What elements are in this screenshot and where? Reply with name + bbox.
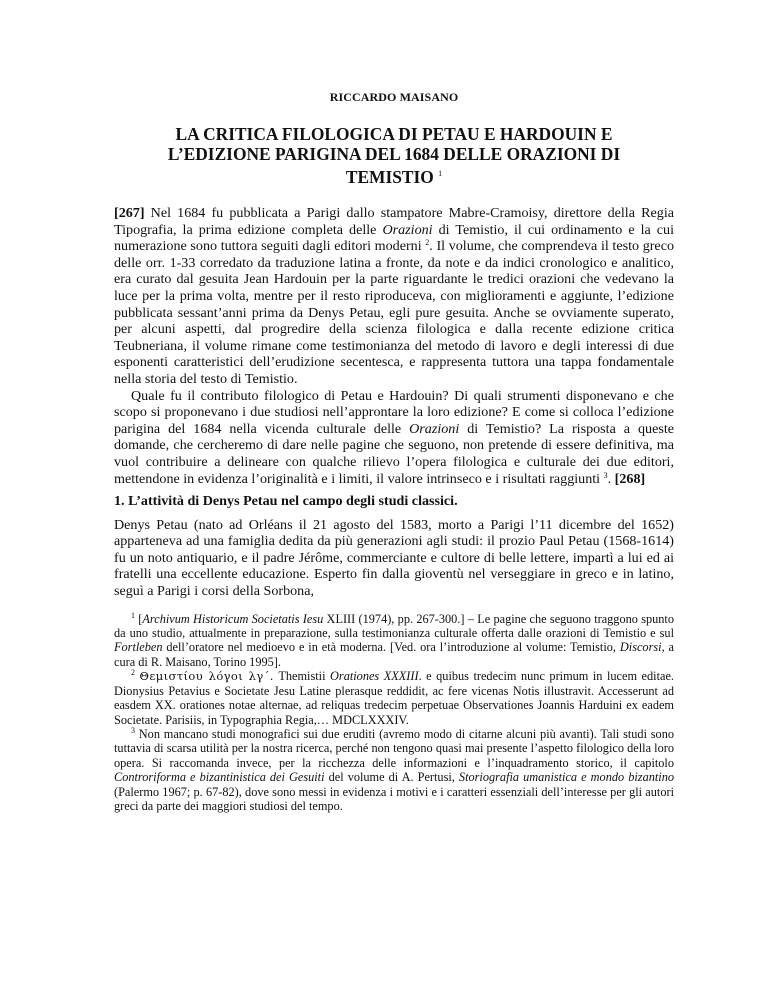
- title-line-2: L’EDIZIONE PARIGINA DEL 1684 DELLE ORAZIONI DI: [167, 144, 621, 164]
- title-line-1: LA CRITICA FILOLOGICA DI PETAU E HARDOUIN E: [175, 124, 613, 144]
- orazioni-italic: Orazioni: [382, 221, 433, 238]
- footnote-text: XLIII (1974), pp. 267-300.] – Le pagine che seguono traggono spunto da uno studio, attualmente in preparazione, sulla testimonianza culturale offerta dalle orazioni di Temistio e sul: [114, 611, 674, 641]
- paragraph-2-text-a: Quale fu il contributo filologico di Petau e Hardouin? Di quali strumenti disponevano e che scopo si proponevano i due studiosi nell’approntare la loro edizione? E come si colloca l’edizione parigina del 1684 nella vicenda culturale delle: [114, 387, 674, 437]
- paragraph-2-text-b: di Temistio? La risposta a queste domande, che cercheremo di dare nelle pagine che seguono, non pretende di essere definitiva, ma vuol contribuire a delineare con qualche rilievo l’opera filologica e culturale dei due editori, mettendone in evidenza l’originalità e i limiti, il valore intrinseco e i risultati raggiunti: [114, 420, 674, 487]
- footnote-1: [114, 612, 674, 670]
- footnote-text: del volume di A. Pertusi,: [324, 770, 459, 785]
- title-line-3: [114, 164, 674, 187]
- page-ref-268: [268]: [614, 470, 646, 487]
- footnote-ref-2: 2: [425, 238, 430, 248]
- footnote-italic: Discorsi: [619, 640, 662, 655]
- footnote-italic: Storiografia umanistica e mondo bizantino: [458, 770, 674, 785]
- footnote-number: 2: [131, 668, 135, 678]
- footnotes: [114, 612, 674, 814]
- paragraph-2: [114, 388, 674, 488]
- title-footnote-marker: 1: [438, 169, 443, 178]
- footnote-text: Non mancano studi monografici sui due eruditi (avremo modo di citarne alcuni più avanti). Tali studi sono tuttavia di scarsa utilità per la nostra ricerca, perché non tengono quasi mai presente l’aspetto filologico della loro opera. Si raccomanda invece, per la ricchezza delle informazioni e l’inquadramento storico, il capitolo: [114, 726, 674, 770]
- footnote-text: dell’oratore nel medioevo e in età moderna. [Ved. ora l’introduzione al volume: Temistio,: [162, 640, 620, 655]
- author-name: RICCARDO MAISANO: [329, 90, 459, 104]
- greek-title: Θεμιστίου λόγοι λγ´.: [139, 669, 274, 684]
- footnote-italic: Fortleben: [114, 640, 163, 655]
- footnote-italic: Orationes XXXIII: [330, 669, 419, 684]
- paragraph-1-text-c: . Il volume, che comprendeva il testo greco delle orr. 1-33 corredato da traduzione latina a fronte, da note e da indici cronologico e analitico, era curato dal gesuita Jean Hardouin per la parte riguardante le tredici orazioni che vedevano la luce per la prima volta, mentre per il resto riproduceva, con miglioramenti e aggiunte, l’edizione pubblicata sessant’anni prima da Denys Petau, egli pure gesuita. Anche se ovviamente superato, per alcuni aspetti, dal progredire della scienza filologica e dalla recente edizione critica Teubneriana, il volume rimane come testimonianza del metodo di lavoro e degli interessi di due esponenti caratteristici dell’erudizione secentesca, e rappresenta tuttora una tappa fondamentale nella storia del testo di Temistio.: [114, 238, 674, 387]
- paragraph-2-text-c: .: [607, 470, 615, 487]
- paragraph-3: Denys Petau (nato ad Orléans il 21 agosto del 1583, morto a Parigi l’11 dicembre del 1652) apparteneva ad una famiglia dedita da più generazioni agli studi: il prozio Paul Petau (1568-1614) fu un noto antiquario, e il padre Jérôme, commerciante e cultore di belle lettere, impartì a lui ed ai fratelli una eccellente educazione. Esperto fin dalla gioventù nel verseggiare in greco e in latino, seguì a Parigi i corsi della Sorbona,: [114, 516, 674, 600]
- page: [114, 90, 674, 813]
- footnote-number: 1: [131, 610, 135, 620]
- title-line-3-text: TEMISTIO: [345, 167, 434, 187]
- footnote-text: (Palermo 1967; p. 67-82), dove sono messi in evidenza i motivi e i caratteri essenziali dell’interesse per gli autori greci da parte dei maggiori studiosi del tempo.: [114, 784, 674, 813]
- paragraph-1-text-b: di Temistio, il cui ordinamento e la cui numerazione sono tuttora seguiti dagli editori moderni: [114, 221, 675, 255]
- page-ref-267: [267]: [114, 205, 145, 221]
- body-text: [114, 205, 674, 600]
- footnote-text: Themistii: [273, 669, 331, 684]
- footnote-3: [114, 727, 674, 813]
- footnote-2: [114, 669, 674, 727]
- article-title: [114, 124, 674, 187]
- section-heading: 1. L’attività di Denys Petau nel campo degli studi classici.: [114, 493, 458, 510]
- footnote-text: [: [135, 611, 143, 626]
- paragraph-1: [114, 205, 674, 388]
- footnote-ref-3: 3: [603, 470, 608, 480]
- footnote-text: . e quibus tredecim nunc primum in lucem editae. Dionysius Petavius e Societate Jesu Latine plerasque reddidit, ac fere vicenas Notis illustravit. Accesserunt ad easdem XX. orationes notae alternae, ad reliquas tredecim perpetuae Observationes Joannis Harduini ex eadem Societate. Parisiis, in Typographia Regia,… MDCLXXXIV.: [114, 669, 674, 727]
- footnote-number: 3: [131, 725, 135, 735]
- paragraph-1-text-a: Nel 1684 fu pubblicata a Parigi dallo stampatore Mabre-Cramoisy, direttore della Regia Tipografia, la prima edizione completa delle: [114, 205, 674, 238]
- footnote-italic: Archivum Historicum Societatis Iesu: [142, 611, 324, 626]
- footnote-italic: Controriforma e bizantinistica dei Gesuiti: [114, 770, 325, 785]
- footnote-text: , a cura di R. Maisano, Torino 1995].: [114, 640, 675, 669]
- orazioni-italic: Orazioni: [409, 420, 460, 437]
